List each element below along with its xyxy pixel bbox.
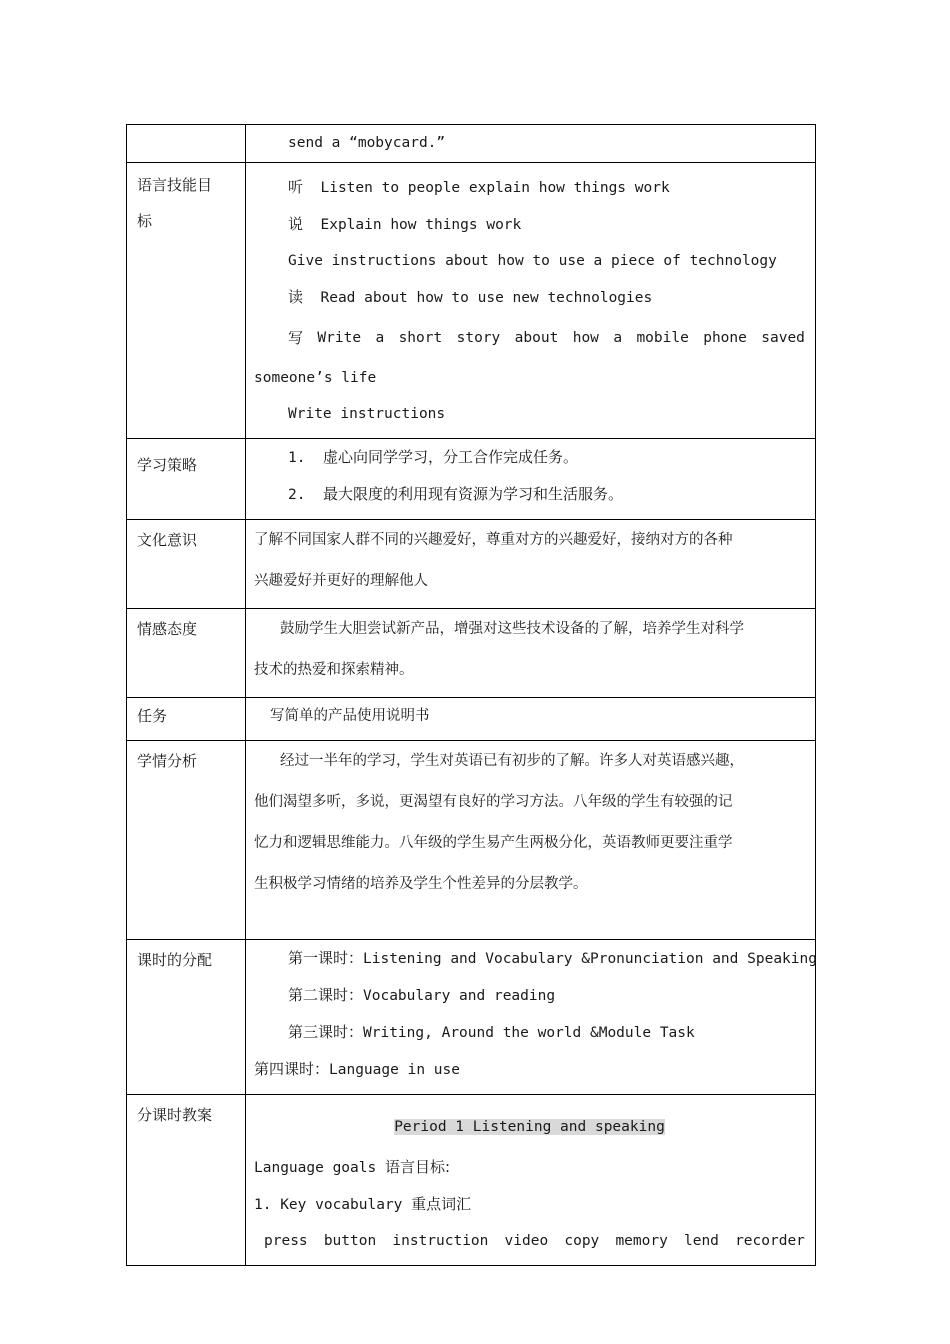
word: video [504, 1233, 549, 1249]
text-line: 经过一半年的学习，学生对英语已有初步的了解。许多人对英语感兴趣， [280, 753, 744, 769]
skill-text: Read about how to use new technologies [320, 290, 653, 306]
word: instruction [392, 1233, 489, 1249]
word: story [456, 330, 501, 346]
skill-listen [254, 169, 805, 206]
text-line: 生积极学习情绪的培养及学生个性差异的分层教学。 [254, 876, 588, 892]
label-line: 语言技能目 [137, 176, 213, 194]
row-label: 情感态度 [127, 609, 246, 698]
row-content [246, 940, 816, 1095]
skill-read [254, 279, 805, 316]
row-content [246, 1095, 816, 1266]
row-content [246, 125, 816, 163]
item-text: 最大限度的利用现有资源为学习和生活服务。 [322, 485, 623, 503]
row-content [246, 741, 816, 940]
row-content [246, 698, 816, 741]
skill-text: Explain how things work [320, 217, 522, 233]
vocab-en: 1. Key vocabulary [254, 1197, 403, 1213]
text-line: 兴趣爱好并更好的理解他人 [254, 573, 428, 589]
skill-text: Listen to people explain how things work [320, 180, 670, 196]
item-text: 虚心向同学学习，分工合作完成任务。 [322, 448, 578, 466]
goals-zh: 语言目标: [384, 1158, 451, 1176]
period-key: 第三课时： [288, 1023, 364, 1041]
label-line: 标 [137, 212, 153, 230]
word: recorder [735, 1233, 805, 1249]
skill-speak-2: Give instructions about how to use a piece of technology [288, 253, 777, 269]
table-row [127, 609, 816, 698]
row-label: 分课时教案 [127, 1095, 246, 1266]
word: how [572, 330, 599, 346]
skill-write-2: Write instructions [288, 406, 446, 422]
period-title [254, 1109, 805, 1145]
row-content [246, 520, 816, 609]
word: lend [683, 1233, 719, 1249]
word: about [514, 330, 559, 346]
period-line [254, 977, 805, 1014]
word: copy [564, 1233, 600, 1249]
period-line [254, 1014, 805, 1051]
period-key: 第一课时： [288, 949, 364, 967]
table-row [127, 1095, 816, 1266]
table-row [127, 439, 816, 520]
skill-write [254, 316, 805, 356]
row-label: 文化意识 [127, 520, 246, 609]
goals-line [254, 1149, 805, 1186]
word: memory [615, 1233, 668, 1249]
table-row [127, 698, 816, 741]
row-label [127, 163, 246, 439]
period-text: Writing, Around the world &Module Task [363, 1025, 695, 1041]
goals-en: Language goals [254, 1160, 377, 1176]
text-line: 鼓励学生大胆尝试新产品，增强对这些技术设备的了解，培养学生对科学 [280, 621, 744, 637]
word: saved [761, 330, 805, 346]
word: a [375, 330, 385, 346]
row-label: 学情分析 [127, 741, 246, 940]
period-text: Listening and Vocabulary &Pronunciation and Speaking [363, 951, 817, 967]
word: Write [317, 330, 362, 346]
table-row [127, 940, 816, 1095]
word: press [264, 1233, 308, 1249]
period-title-text: Period 1 Listening and speaking [394, 1119, 665, 1135]
vocab-words [254, 1223, 805, 1259]
skill-speak [254, 206, 805, 243]
period-text: Language in use [329, 1062, 460, 1078]
table-row [127, 520, 816, 609]
row-content [246, 609, 816, 698]
row-content [246, 163, 816, 439]
word: mobile [636, 330, 689, 346]
table-row [127, 741, 816, 940]
text-line: 技术的热爱和探索精神。 [254, 662, 414, 678]
text-line: 忆力和逻辑思维能力。八年级的学生易产生两极分化，英语教师更要注重学 [254, 835, 733, 851]
lesson-plan-table [126, 124, 816, 1266]
text-line: 写简单的产品使用说明书 [270, 708, 430, 724]
period-line [254, 1051, 805, 1088]
period-key: 第四课时： [254, 1060, 330, 1078]
skill-write-cont: someone’s life [254, 370, 377, 386]
period-text: Vocabulary and reading [363, 988, 556, 1004]
word: a [613, 330, 623, 346]
period-key: 第二课时： [288, 986, 364, 1004]
word: button [323, 1233, 377, 1249]
table-row [127, 163, 816, 439]
strategy-item [254, 439, 805, 476]
text-line: 他们渴望多听，多说，更渴望有良好的学习方法。八年级的学生有较强的记 [254, 794, 733, 810]
item-number: 1. [288, 450, 306, 466]
skill-key: 写 [288, 329, 304, 347]
period-line [254, 940, 817, 977]
text-line: 了解不同国家人群不同的兴趣爱好，尊重对方的兴趣爱好，接纳对方的各种 [254, 532, 733, 548]
word: short [398, 330, 443, 346]
row-label: 课时的分配 [127, 940, 246, 1095]
word: phone [703, 330, 747, 346]
row-label: 学习策略 [127, 439, 246, 520]
row-label: 任务 [127, 698, 246, 741]
skill-key: 说 [288, 215, 304, 233]
item-number: 2. [288, 487, 306, 503]
table-row [127, 125, 816, 163]
row-content [246, 439, 816, 520]
row-label [127, 125, 246, 163]
skill-key: 读 [288, 288, 304, 306]
strategy-item [254, 476, 805, 513]
skill-key: 听 [288, 178, 304, 196]
vocab-zh: 重点词汇 [411, 1195, 472, 1213]
vocab-heading [254, 1186, 805, 1223]
text-line: send a “mobycard.” [288, 135, 446, 151]
